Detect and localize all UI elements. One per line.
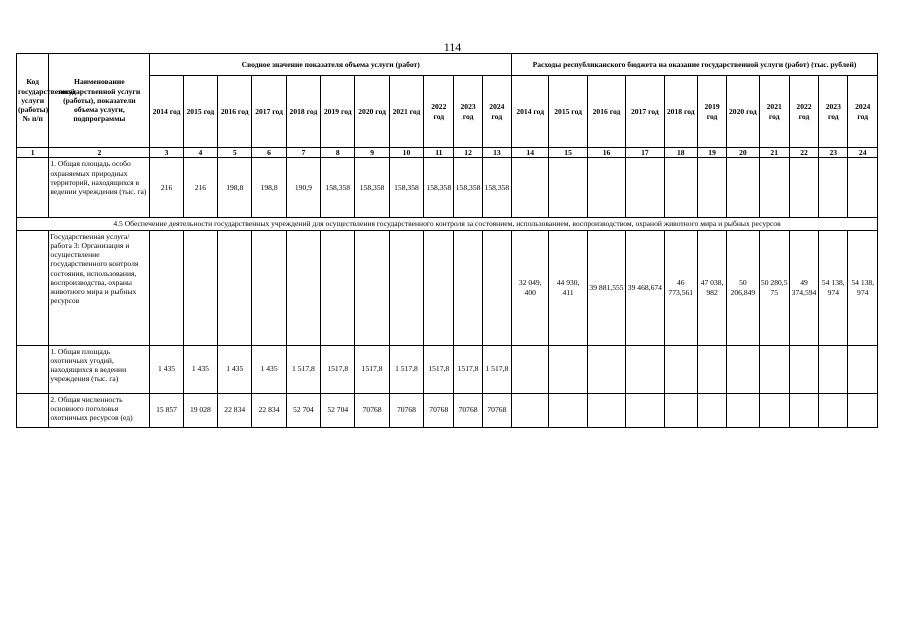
expense-cell: [727, 345, 759, 393]
expense-cell: 54 138, 974: [848, 230, 878, 345]
column-number: 2: [49, 148, 150, 158]
expense-cell: 39 468,674: [626, 230, 664, 345]
expense-year-10: 2024 год: [848, 76, 878, 148]
volume-cell: 198,8: [218, 158, 252, 218]
page-number: 114: [443, 40, 462, 54]
expense-cell: [697, 393, 726, 427]
header-code: Код государственной услуги (работы) № п/п: [17, 54, 49, 148]
expense-year-0: 2014 год: [512, 76, 549, 148]
volume-cell: [218, 230, 252, 345]
expense-cell: [697, 345, 726, 393]
volume-cell: 216: [183, 158, 217, 218]
volume-cell: [150, 230, 183, 345]
expense-cell: [626, 158, 664, 218]
column-number: 22: [789, 148, 818, 158]
expense-cell: [512, 393, 549, 427]
row-code: [17, 345, 49, 393]
expense-cell: [549, 345, 587, 393]
budget-table: [16, 53, 878, 428]
volume-cell: 1517,8: [355, 345, 389, 393]
column-number: 18: [664, 148, 697, 158]
volume-cell: 1 435: [252, 345, 286, 393]
volume-year-6: 2020 год: [355, 76, 389, 148]
volume-year-10: 2024 год: [482, 76, 511, 148]
header-volume-group: Сводное значение показателя объема услуги (работ): [150, 54, 512, 76]
volume-cell: 1 435: [218, 345, 252, 393]
expense-year-3: 2017 год: [626, 76, 664, 148]
expense-cell: [549, 158, 587, 218]
expense-cell: 46 773,561: [664, 230, 697, 345]
expense-cell: [819, 158, 848, 218]
expense-cell: [664, 158, 697, 218]
volume-cell: 1 517,8: [286, 345, 320, 393]
expense-cell: [759, 393, 789, 427]
row-code: [17, 230, 49, 345]
column-number: 1: [17, 148, 49, 158]
row-code: [17, 158, 49, 218]
volume-cell: 1517,8: [454, 345, 482, 393]
expense-cell: [759, 345, 789, 393]
expense-cell: [789, 158, 818, 218]
table-row: [17, 158, 878, 218]
volume-cell: 70768: [454, 393, 482, 427]
volume-year-8: 2022 год: [424, 76, 454, 148]
expense-cell: 49 374,594: [789, 230, 818, 345]
column-number: 23: [819, 148, 848, 158]
expense-cell: [512, 158, 549, 218]
header-name: Наименование государственной услуги (работы), показатели объема услуги, подпрограммы: [49, 54, 150, 148]
volume-cell: 22 834: [252, 393, 286, 427]
volume-cell: 52 704: [286, 393, 320, 427]
column-number: 6: [252, 148, 286, 158]
column-number: 19: [697, 148, 726, 158]
expense-cell: 44 930, 411: [549, 230, 587, 345]
volume-year-0: 2014 год: [150, 76, 183, 148]
column-number: 10: [389, 148, 423, 158]
volume-cell: 158,358: [482, 158, 511, 218]
volume-cell: 198,8: [252, 158, 286, 218]
volume-cell: [355, 230, 389, 345]
expense-cell: [587, 345, 625, 393]
expense-cell: [819, 345, 848, 393]
expense-cell: 39 881,555: [587, 230, 625, 345]
expense-cell: 54 138, 974: [819, 230, 848, 345]
column-number: 5: [218, 148, 252, 158]
header-expense-group: Расходы республиканского бюджета на оказание государственной услуги (работ) (тыс. рублей): [512, 54, 878, 76]
expense-cell: [848, 345, 878, 393]
expense-year-5: 2019 год: [697, 76, 726, 148]
expense-cell: 50 280,5 75: [759, 230, 789, 345]
volume-cell: 70768: [355, 393, 389, 427]
volume-cell: 158,358: [454, 158, 482, 218]
volume-cell: [424, 230, 454, 345]
volume-cell: [454, 230, 482, 345]
volume-cell: 1517,8: [321, 345, 355, 393]
volume-cell: 1517,8: [424, 345, 454, 393]
volume-year-9: 2023 год: [454, 76, 482, 148]
expense-cell: [587, 393, 625, 427]
expense-cell: [789, 345, 818, 393]
row-name: Государственная услуга/работа 3: Организация и осуществление государственного контроля состояния, использования, воспроизводства, охраны животного мира и рыбных ресурсов: [49, 230, 150, 345]
column-number: 4: [183, 148, 217, 158]
expense-year-7: 2021 год: [759, 76, 789, 148]
table-row: [17, 393, 878, 427]
expense-cell: [587, 158, 625, 218]
volume-cell: 22 834: [218, 393, 252, 427]
row-name: 2. Общая численность основного поголовья охотничьих ресурсов (ед): [49, 393, 150, 427]
expense-cell: [512, 345, 549, 393]
volume-cell: 158,358: [389, 158, 423, 218]
column-number: 9: [355, 148, 389, 158]
column-number: 16: [587, 148, 625, 158]
column-number: 20: [727, 148, 759, 158]
expense-year-2: 2016 год: [587, 76, 625, 148]
column-number: 15: [549, 148, 587, 158]
column-number: 12: [454, 148, 482, 158]
expense-cell: [789, 393, 818, 427]
volume-year-7: 2021 год: [389, 76, 423, 148]
expense-cell: 47 038, 982: [697, 230, 726, 345]
volume-cell: [183, 230, 217, 345]
section-title: 4.5 Обеспечение деятельности государственных учреждений для осуществления государственного контроля за состоянием, использованием, воспроизводством, охраной животного мира и рыбных ресурсов: [17, 218, 878, 230]
volume-year-3: 2017 год: [252, 76, 286, 148]
expense-cell: [664, 345, 697, 393]
column-number: 17: [626, 148, 664, 158]
column-number: 3: [150, 148, 183, 158]
expense-year-6: 2020 год: [727, 76, 759, 148]
expense-cell: [697, 158, 726, 218]
column-number: 11: [424, 148, 454, 158]
expense-cell: [727, 158, 759, 218]
volume-cell: 158,358: [424, 158, 454, 218]
expense-cell: [626, 393, 664, 427]
volume-cell: [252, 230, 286, 345]
row-name: 1. Общая площадь охотничьих угодий, находящихся в ведении учреждения (тыс. га): [49, 345, 150, 393]
row-code: [17, 393, 49, 427]
expense-year-1: 2015 год: [549, 76, 587, 148]
volume-cell: 15 857: [150, 393, 183, 427]
volume-cell: 1 435: [150, 345, 183, 393]
column-number: 24: [848, 148, 878, 158]
volume-cell: [286, 230, 320, 345]
expense-cell: 50 206,849: [727, 230, 759, 345]
column-number: 13: [482, 148, 511, 158]
expense-cell: [759, 158, 789, 218]
expense-cell: [848, 393, 878, 427]
volume-year-4: 2018 год: [286, 76, 320, 148]
volume-cell: 1 517,8: [389, 345, 423, 393]
volume-cell: 158,358: [355, 158, 389, 218]
expense-cell: [549, 393, 587, 427]
volume-cell: [321, 230, 355, 345]
table-row: [17, 345, 878, 393]
volume-cell: 1 435: [183, 345, 217, 393]
volume-cell: 19 028: [183, 393, 217, 427]
volume-cell: 216: [150, 158, 183, 218]
volume-cell: 190,9: [286, 158, 320, 218]
expense-cell: 32 049, 400: [512, 230, 549, 345]
expense-cell: [819, 393, 848, 427]
section-row: [17, 218, 878, 230]
expense-year-8: 2022 год: [789, 76, 818, 148]
table-row: [17, 230, 878, 345]
expense-cell: [626, 345, 664, 393]
volume-year-1: 2015 год: [183, 76, 217, 148]
column-number: 21: [759, 148, 789, 158]
column-number: 7: [286, 148, 320, 158]
column-number-row: [17, 148, 878, 158]
volume-cell: 158,358: [321, 158, 355, 218]
volume-cell: 1 517,8: [482, 345, 511, 393]
column-number: 8: [321, 148, 355, 158]
volume-cell: 70768: [424, 393, 454, 427]
volume-year-5: 2019 год: [321, 76, 355, 148]
volume-cell: 70768: [389, 393, 423, 427]
expense-cell: [727, 393, 759, 427]
volume-year-2: 2016 год: [218, 76, 252, 148]
column-number: 14: [512, 148, 549, 158]
expense-year-9: 2023 год: [819, 76, 848, 148]
expense-year-4: 2018 год: [664, 76, 697, 148]
expense-cell: [848, 158, 878, 218]
volume-cell: 70768: [482, 393, 511, 427]
expense-cell: [664, 393, 697, 427]
volume-cell: [482, 230, 511, 345]
row-name: 1. Общая площадь особо охраняемых природных территорий, находящихся в ведении учреждения (тыс. га): [49, 158, 150, 218]
volume-cell: 52 704: [321, 393, 355, 427]
volume-cell: [389, 230, 423, 345]
